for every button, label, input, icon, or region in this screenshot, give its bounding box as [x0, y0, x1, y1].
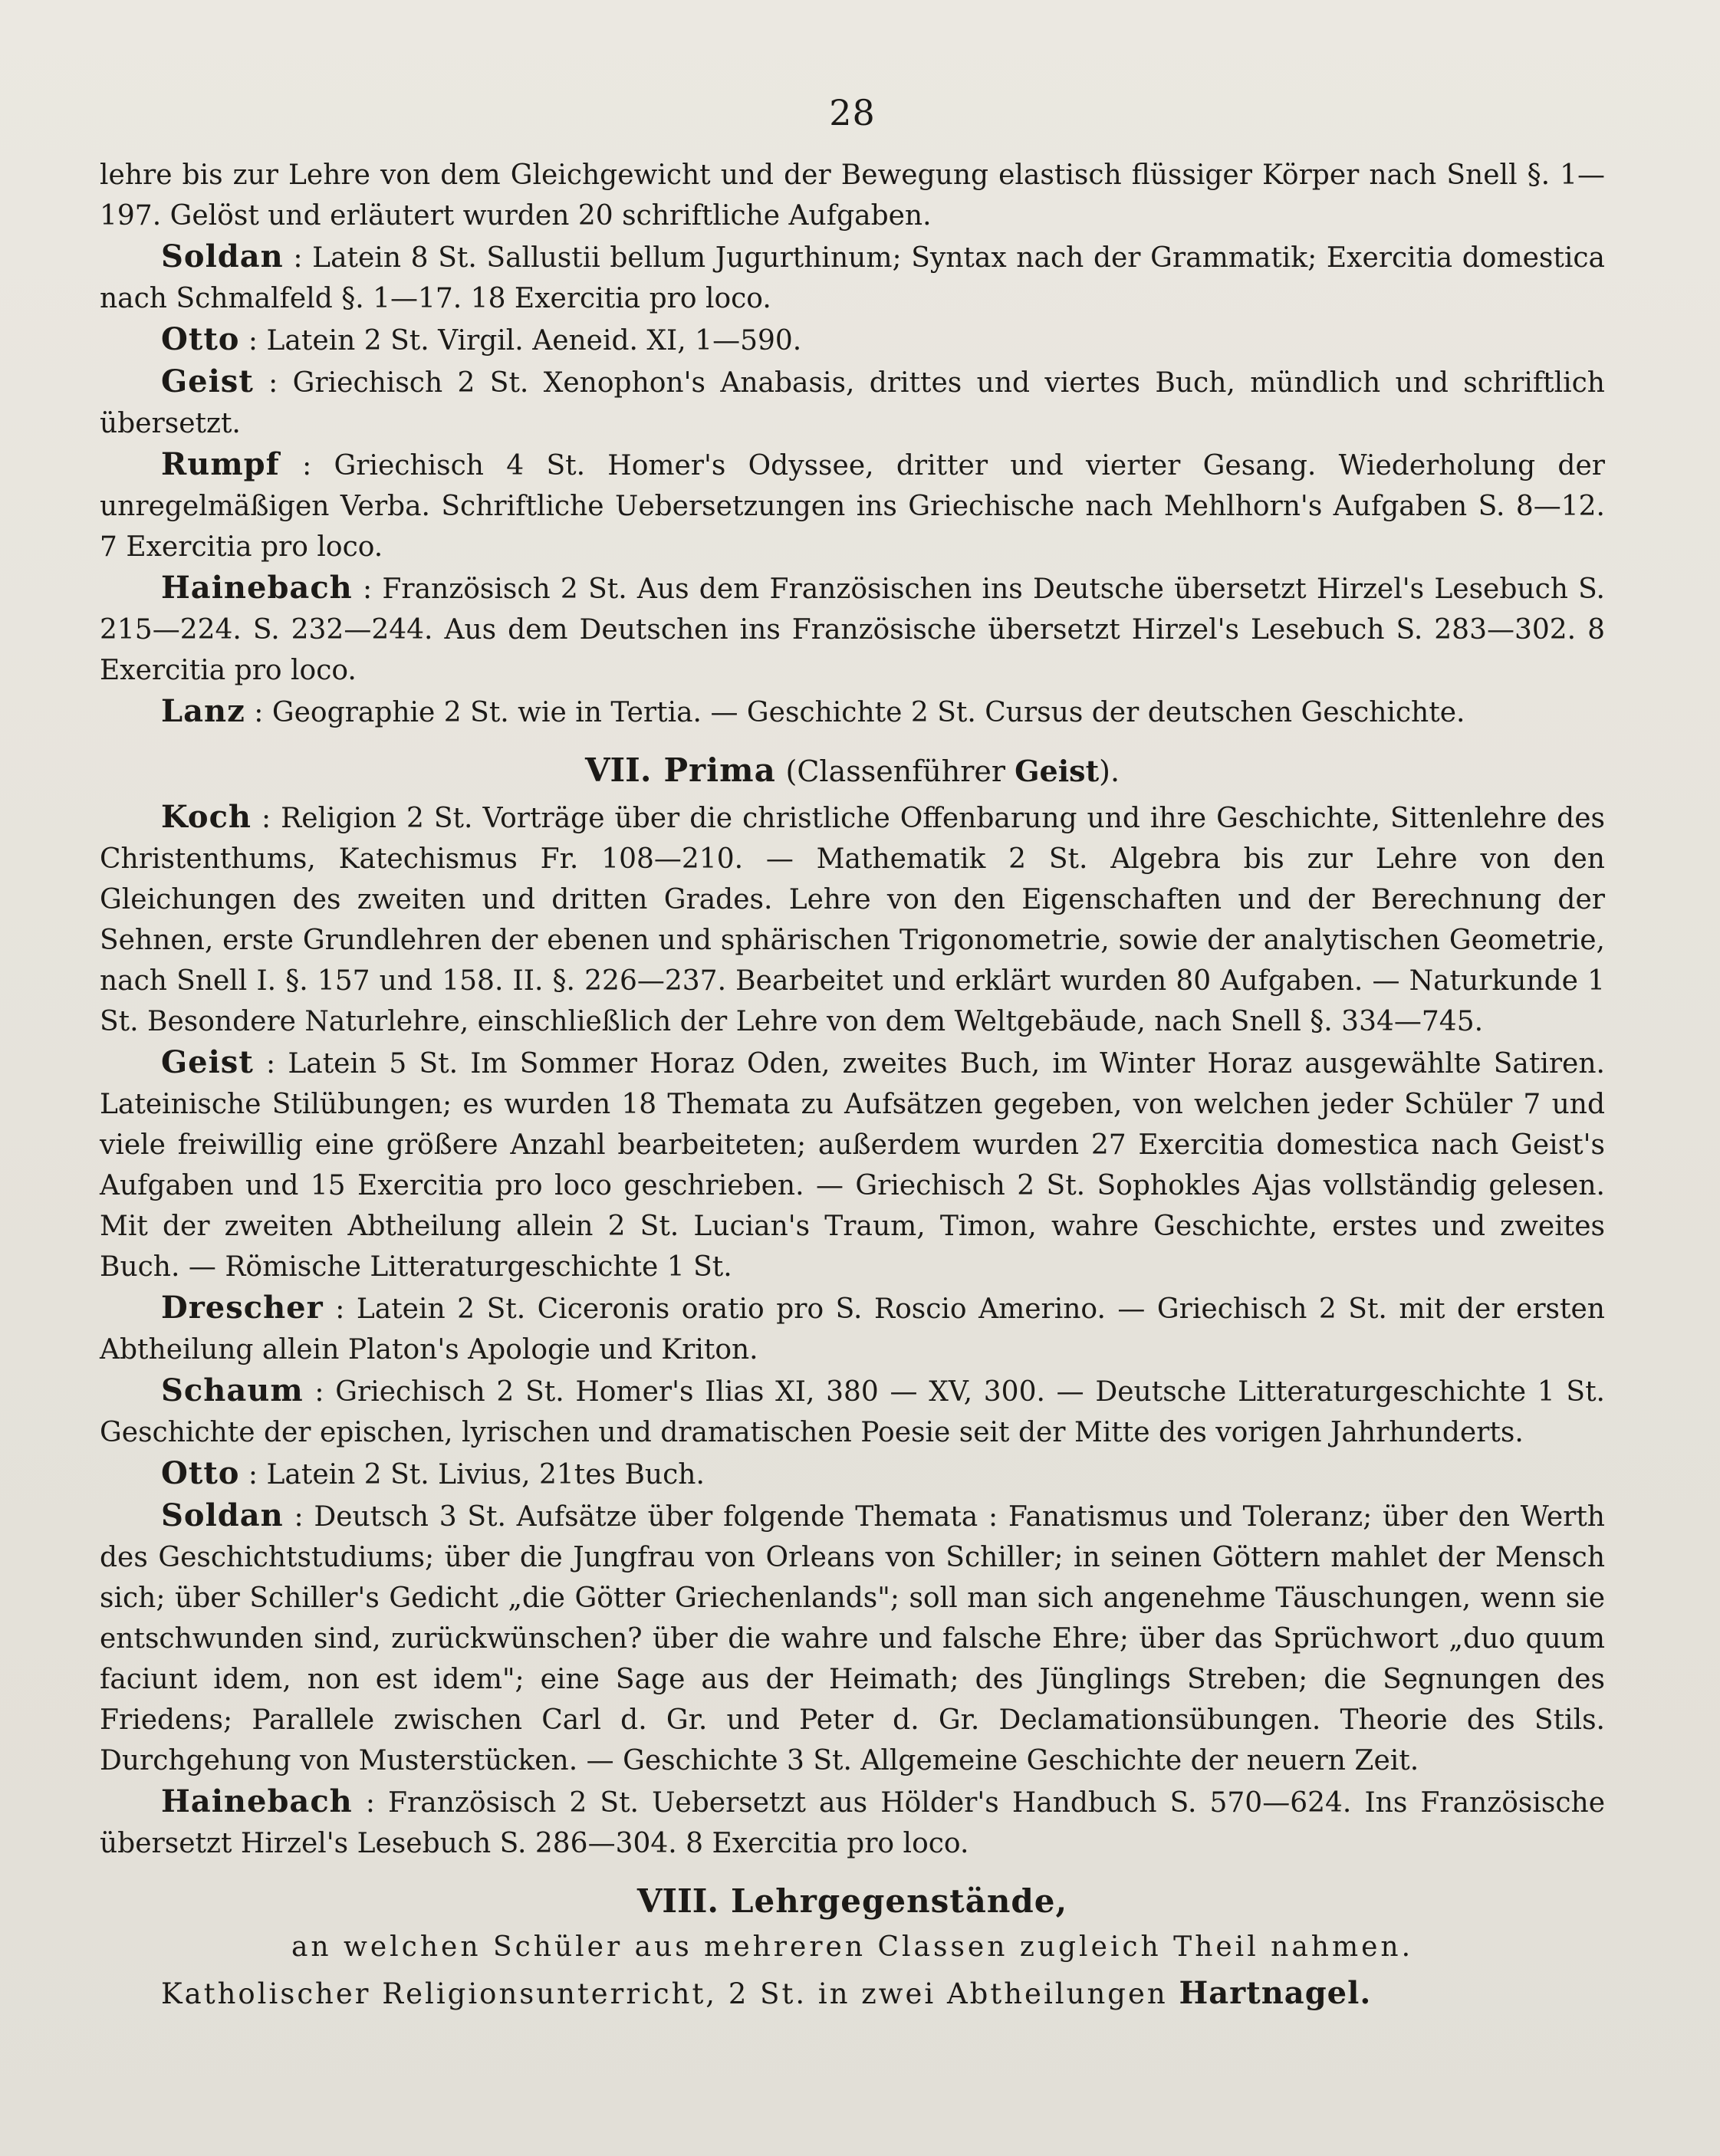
entry-hainebach-2 — [100, 1781, 1605, 1864]
teacher-name: Lanz — [161, 693, 245, 729]
entry-koch — [100, 797, 1605, 1042]
entry-text: : Latein 5 St. Im Sommer Horaz Oden, zweites Buch, im Winter Horaz ausgewählte Satiren. Lateinische Stilübungen; es wurden 18 Themata zu Aufsätzen gegeben, von welchen jeder Schüler 7 und viele freiwillig eine größere Anzahl bearbeiteten; außerdem wurden 27 Exercitia domestica nach Geist's Aufgaben und 15 Exercitia pro loco geschrieben. — Griechisch 2 St. Sophokles Ajas vollständig gelesen. Mit der zweiten Abtheilung allein 2 St. Lucian's Traum, Timon, wahre Geschichte, erstes und zweites Buch. — Römische Litteraturgeschichte 1 St. — [100, 1048, 1605, 1283]
entry-drescher — [100, 1287, 1605, 1370]
entry-text: : Latein 2 St. Livius, 21tes Buch. — [239, 1459, 705, 1490]
entry-text: : Religion 2 St. Vorträge über die christliche Offenbarung und ihre Geschichte, Sittenlehre des Christenthums, Katechismus Fr. 108—210. — Mathematik 2 St. Algebra bis zur Lehre von den Gleichungen des zweiten und dritten Grades. Lehre von den Eigenschaften und der Berechnung der Sehnen, erste Grundlehren der ebenen und sphärischen Trigonometrie, sowie der analytischen Geometrie, nach Snell I. §. 157 und 158. II. §. 226—237. Bearbeitet und erklärt wurden 80 Aufgaben. — Naturkunde 1 St. Besondere Naturlehre, einschließlich der Lehre von dem Weltgebäude, nach Snell §. 334—745. — [100, 803, 1605, 1037]
entry-lanz — [100, 691, 1605, 733]
class-leader — [786, 754, 1120, 788]
teacher-name: Geist — [161, 1044, 254, 1080]
section-title: Prima — [663, 751, 776, 789]
intro-paragraph: lehre bis zur Lehre von dem Gleichgewicht und der Bewegung elastisch flüssiger Körper nach Snell §. 1—197. Gelöst und erläutert wurden 20 schriftliche Aufgaben. — [100, 159, 1605, 232]
section-7-heading — [100, 750, 1605, 792]
entry-text: : Griechisch 2 St. Homer's Ilias XI, 380 — XV, 300. — Deutsche Litteraturgeschichte 1 St. Geschichte der epischen, lyrischen und dramatischen Poesie seit der Mitte des vorigen Jahrhunderts. — [100, 1376, 1605, 1448]
entry-geist-2 — [100, 1042, 1605, 1287]
line-text: Katholischer Religionsunterricht, 2 St. in zwei Abtheilungen — [161, 1977, 1179, 2010]
section-8-subtitle: an welchen Schüler aus mehreren Classen zugleich Theil nahmen. — [291, 1931, 1414, 1963]
entry-text: : Griechisch 4 St. Homer's Odyssee, dritter und vierter Gesang. Wiederholung der unregelmäßigen Verba. Schriftliche Uebersetzungen ins Griechische nach Mehlhorn's Aufgaben S. 8—12. 7 Exercitia pro loco. — [100, 450, 1605, 563]
teacher-name: Hainebach — [161, 1783, 353, 1819]
entry-otto-1 — [100, 319, 1605, 361]
class-leader-name: Geist — [1015, 754, 1100, 788]
entry-soldan-1 — [100, 236, 1605, 319]
entry-text: : Französisch 2 St. Uebersetzt aus Hölder's Handbuch S. 570—624. Ins Französische übersetzt Hirzel's Lesebuch S. 286—304. 8 Exercitia pro loco. — [100, 1787, 1605, 1859]
section-6-entries — [100, 236, 1605, 733]
section-numeral: VII. — [584, 751, 652, 789]
teacher-name: Geist — [161, 363, 254, 399]
teacher-name: Soldan — [161, 1497, 284, 1533]
teacher-name: Otto — [161, 1455, 240, 1491]
entry-schaum — [100, 1370, 1605, 1453]
entry-rumpf — [100, 444, 1605, 567]
entry-text: : Latein 2 St. Ciceronis oratio pro S. Roscio Amerino. — Griechisch 2 St. mit der ersten Abtheilung allein Platon's Apologie und Kriton. — [100, 1293, 1605, 1366]
entry-hainebach-1 — [100, 567, 1605, 691]
entry-text: : Französisch 2 St. Aus dem Französischen ins Deutsche übersetzt Hirzel's Lesebuch S. 215—224. S. 232—244. Aus dem Deutschen ins Französische übersetzt Hirzel's Lesebuch S. 283—302. 8 Exercitia pro loco. — [100, 574, 1605, 686]
entry-text: : Latein 8 St. Sallustii bellum Jugurthinum; Syntax nach der Grammatik; Exercitia domestica nach Schmalfeld §. 1—17. 18 Exercitia pro loco. — [100, 242, 1605, 314]
entry-text: : Latein 2 St. Virgil. Aeneid. XI, 1—590. — [239, 325, 802, 357]
entry-text: : Griechisch 2 St. Xenophon's Anabasis, drittes und viertes Buch, mündlich und schriftlich übersetzt. — [100, 367, 1605, 439]
teacher-name: Hainebach — [161, 570, 353, 606]
class-leader-suffix: ). — [1099, 754, 1120, 788]
catholic-religion-line — [161, 1972, 1605, 2016]
teacher-name: Otto — [161, 321, 240, 357]
entry-soldan-2 — [100, 1495, 1605, 1781]
section-title: Lehrgegenstände, — [731, 1882, 1068, 1920]
teacher-name: Koch — [161, 799, 252, 835]
class-leader-prefix: (Classenführer — [785, 754, 1015, 788]
section-8-heading — [100, 1881, 1605, 1923]
teacher-name: Rumpf — [161, 446, 280, 482]
section-7-entries — [100, 797, 1605, 1864]
teacher-name: Soldan — [161, 238, 284, 274]
page-number: 28 — [829, 92, 876, 133]
entry-text: : Geographie 2 St. wie in Tertia. — Geschichte 2 St. Cursus der deutschen Geschichte. — [245, 697, 1465, 728]
entry-geist-1 — [100, 361, 1605, 444]
entry-text: : Deutsch 3 St. Aufsätze über folgende Themata : Fanatismus und Toleranz; über den Werth des Geschichtstudiums; über die Jungfrau von Orleans von Schiller; in seinen Göttern mahlet der Mensch sich; über Schiller's Gedicht „die Götter Griechenlands"; soll man sich angenehme Täuschungen, wenn sie entschwunden sind, zurückwünschen? über die wahre und falsche Ehre; über das Sprüchwort „duo quum faciunt idem, non est idem"; eine Sage aus der Heimath; des Jünglings Streben; die Segnungen des Friedens; Parallele zwischen Carl d. Gr. und Peter d. Gr. Declamationsübungen. Theorie des Stils. Durchgehung von Musterstücken. — Geschichte 3 St. Allgemeine Geschichte der neuern Zeit. — [100, 1501, 1605, 1776]
entry-otto-2 — [100, 1453, 1605, 1495]
section-numeral: VIII. — [636, 1882, 719, 1920]
teacher-name: Schaum — [161, 1372, 304, 1408]
teacher-name: Hartnagel. — [1179, 1975, 1372, 2011]
teacher-name: Drescher — [161, 1290, 324, 1326]
